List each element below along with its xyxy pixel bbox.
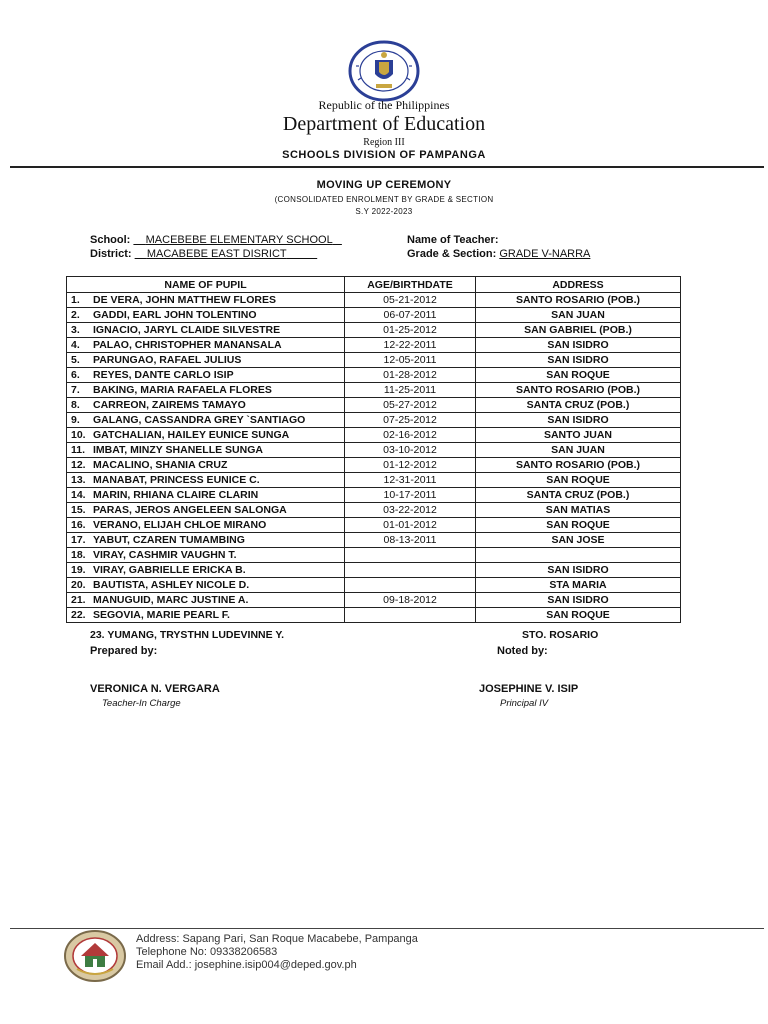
- table-row: [67, 563, 681, 578]
- address-cell: SAN ISIDRO: [476, 593, 681, 608]
- row-number: 14.: [71, 489, 86, 501]
- row-number: 22.: [71, 609, 86, 621]
- pupil-name: GADDI, EARL JOHN TOLENTINO: [93, 309, 257, 321]
- birthdate-cell: [345, 578, 476, 593]
- address-cell: SAN ISIDRO: [476, 563, 681, 578]
- birthdate-cell: [345, 608, 476, 623]
- address-cell: SANTO ROSARIO (POB.): [476, 458, 681, 473]
- row-number: 1.: [71, 294, 80, 306]
- address-cell: SAN GABRIEL (POB.): [476, 323, 681, 338]
- table-row: [67, 443, 681, 458]
- birthdate-cell: 07-25-2012: [345, 413, 476, 428]
- grade-value: GRADE V-NARRA: [499, 248, 591, 260]
- district-value: MACABEBE EAST DISRICT: [146, 248, 287, 260]
- school-label: School:: [90, 234, 131, 246]
- district-label: District:: [90, 248, 132, 260]
- pupil-name: MANABAT, PRINCESS EUNICE C.: [93, 474, 260, 486]
- address-cell: SAN JUAN: [476, 443, 681, 458]
- pupil-name: PARAS, JEROS ANGELEEN SALONGA: [93, 504, 287, 516]
- table-row: [67, 308, 681, 323]
- address-cell: SANTA CRUZ (POB.): [476, 488, 681, 503]
- birthdate-cell: [345, 563, 476, 578]
- address-cell: SAN ISIDRO: [476, 338, 681, 353]
- grade-info: [407, 248, 590, 260]
- address-cell: SAN MATIAS: [476, 503, 681, 518]
- column-header-birthdate: AGE/BIRTHDATE: [345, 277, 476, 293]
- pupil-name-cell: [67, 518, 345, 533]
- row-number: 17.: [71, 534, 86, 546]
- row-number: 8.: [71, 399, 80, 411]
- preparer-role: Teacher-In Charge: [102, 698, 181, 709]
- birthdate-cell: 08-13-2011: [345, 533, 476, 548]
- row-number: 19.: [71, 564, 86, 576]
- pupil-name: BAKING, MARIA RAFAELA FLORES: [93, 384, 272, 396]
- row-number: 21.: [71, 594, 86, 606]
- table-row: [67, 518, 681, 533]
- preparer-name: VERONICA N. VERGARA: [90, 683, 220, 695]
- pupil-name: VERANO, ELIJAH CHLOE MIRANO: [93, 519, 267, 531]
- pupil-name-cell: [67, 473, 345, 488]
- prepared-by-label: Prepared by:: [90, 645, 158, 657]
- pupil-name-cell: [67, 578, 345, 593]
- pupil-name-cell: [67, 488, 345, 503]
- district-info: [90, 248, 317, 260]
- pupil-name: REYES, DANTE CARLO ISIP: [93, 369, 234, 381]
- table-row: [67, 608, 681, 623]
- row-number: 18.: [71, 549, 86, 561]
- birthdate-cell: 12-22-2011: [345, 338, 476, 353]
- pupil-name-cell: [67, 428, 345, 443]
- pupil-name: VIRAY, GABRIELLE ERICKA B.: [93, 564, 246, 576]
- address-cell: SANTA CRUZ (POB.): [476, 398, 681, 413]
- birthdate-cell: 05-21-2012: [345, 293, 476, 308]
- pupil-name-cell: [67, 593, 345, 608]
- address-cell: SAN ROQUE: [476, 473, 681, 488]
- school-info: [90, 234, 342, 246]
- extra-pupil-address: STO. ROSARIO: [522, 629, 599, 641]
- row-number: 13.: [71, 474, 86, 486]
- pupil-name-cell: [67, 563, 345, 578]
- pupil-name-cell: [67, 353, 345, 368]
- address-cell: SAN ISIDRO: [476, 353, 681, 368]
- noter-role: Principal IV: [500, 698, 549, 709]
- birthdate-cell: 03-22-2012: [345, 503, 476, 518]
- table-row: [67, 578, 681, 593]
- document-title: MOVING UP CEREMONY: [316, 179, 452, 191]
- grade-label: Grade & Section:: [407, 248, 497, 260]
- table-row: [67, 353, 681, 368]
- noter-name: JOSEPHINE V. ISIP: [479, 683, 579, 695]
- pupil-name-cell: [67, 443, 345, 458]
- document-subtitle: (CONSOLIDATED ENROLMENT BY GRADE & SECTION: [274, 195, 494, 204]
- pupil-name-cell: [67, 608, 345, 623]
- address-cell: SAN ISIDRO: [476, 413, 681, 428]
- pupil-name-cell: [67, 368, 345, 383]
- teacher-label: Name of Teacher:: [407, 234, 499, 246]
- birthdate-cell: 12-05-2011: [345, 353, 476, 368]
- pupil-name: CARREON, ZAIREMS TAMAYO: [93, 399, 246, 411]
- column-header-address: ADDRESS: [476, 277, 681, 293]
- row-number: 20.: [71, 579, 86, 591]
- table-row: [67, 338, 681, 353]
- pupil-name: GATCHALIAN, HAILEY EUNICE SUNGA: [93, 429, 290, 441]
- table-row: [67, 503, 681, 518]
- table-row: [67, 383, 681, 398]
- pupil-name-cell: [67, 533, 345, 548]
- pupil-name: IGNACIO, JARYL CLAIDE SILVESTRE: [93, 324, 281, 336]
- row-number: 15.: [71, 504, 86, 516]
- pupil-name-cell: [67, 323, 345, 338]
- address-cell: SAN ROQUE: [476, 518, 681, 533]
- pupil-name-cell: [67, 293, 345, 308]
- address-cell: SAN JOSE: [476, 533, 681, 548]
- extra-pupil-entry: 23. YUMANG, TRYSTHN LUDEVINNE Y.: [90, 629, 285, 641]
- pupil-name-cell: [67, 338, 345, 353]
- table-header-row: [67, 277, 681, 293]
- birthdate-cell: 10-17-2011: [345, 488, 476, 503]
- pupil-name-cell: [67, 308, 345, 323]
- pupil-name: DE VERA, JOHN MATTHEW FLORES: [93, 294, 276, 306]
- noted-by-label: Noted by:: [497, 645, 548, 657]
- school-value: MACEBEBE ELEMENTARY SCHOOL: [145, 234, 333, 246]
- table-row: [67, 398, 681, 413]
- row-number: 2.: [71, 309, 80, 321]
- header-divider: [10, 166, 764, 168]
- birthdate-cell: 11-25-2011: [345, 383, 476, 398]
- pupil-name-cell: [67, 398, 345, 413]
- birthdate-cell: 01-28-2012: [345, 368, 476, 383]
- table-row: [67, 428, 681, 443]
- pupil-name: IMBAT, MINZY SHANELLE SUNGA: [93, 444, 263, 456]
- pupil-name-cell: [67, 413, 345, 428]
- footer-telephone: Telephone No: 09338206583: [136, 946, 278, 958]
- birthdate-cell: 06-07-2011: [345, 308, 476, 323]
- table-row: [67, 293, 681, 308]
- address-cell: SANTO JUAN: [476, 428, 681, 443]
- pupil-table: [66, 276, 681, 623]
- school-year: S.Y 2022-2023: [355, 207, 413, 216]
- birthdate-cell: 09-18-2012: [345, 593, 476, 608]
- row-number: 9.: [71, 414, 80, 426]
- pupil-name-cell: [67, 383, 345, 398]
- address-cell: SANTO ROSARIO (POB.): [476, 383, 681, 398]
- table-row: [67, 533, 681, 548]
- table-row: [67, 488, 681, 503]
- address-cell: SANTO ROSARIO (POB.): [476, 293, 681, 308]
- pupil-name: MACALINO, SHANIA CRUZ: [93, 459, 228, 471]
- address-cell: [476, 548, 681, 563]
- column-header-name: NAME OF PUPIL: [67, 277, 345, 293]
- birthdate-cell: 01-25-2012: [345, 323, 476, 338]
- birthdate-cell: 03-10-2012: [345, 443, 476, 458]
- address-cell: SAN ROQUE: [476, 368, 681, 383]
- republic-heading: Republic of the Philippines: [318, 98, 450, 112]
- department-title: Department of Education: [282, 113, 486, 135]
- footer-email[interactable]: Email Add.: josephine.isip004@deped.gov.ph: [136, 959, 357, 971]
- row-number: 6.: [71, 369, 80, 381]
- table-row: [67, 323, 681, 338]
- table-row: [67, 593, 681, 608]
- row-number: 5.: [71, 354, 80, 366]
- pupil-name: GALANG, CASSANDRA GREY `SANTIAGO: [93, 414, 306, 426]
- address-cell: SAN JUAN: [476, 308, 681, 323]
- birthdate-cell: 12-31-2011: [345, 473, 476, 488]
- table-row: [67, 413, 681, 428]
- pupil-name-cell: [67, 548, 345, 563]
- birthdate-cell: [345, 548, 476, 563]
- row-number: 10.: [71, 429, 86, 441]
- row-number: 3.: [71, 324, 80, 336]
- pupil-name-cell: [67, 503, 345, 518]
- row-number: 4.: [71, 339, 80, 351]
- birthdate-cell: 05-27-2012: [345, 398, 476, 413]
- division-label: SCHOOLS DIVISION OF PAMPANGA: [282, 149, 486, 161]
- birthdate-cell: 02-16-2012: [345, 428, 476, 443]
- table-row: [67, 458, 681, 473]
- birthdate-cell: 01-01-2012: [345, 518, 476, 533]
- pupil-name: SEGOVIA, MARIE PEARL F.: [93, 609, 230, 621]
- pupil-name-cell: [67, 458, 345, 473]
- table-row: [67, 548, 681, 563]
- pupil-name: MARIN, RHIANA CLAIRE CLARIN: [93, 489, 259, 501]
- pupil-name: YABUT, CZAREN TUMAMBING: [93, 534, 245, 546]
- address-cell: SAN ROQUE: [476, 608, 681, 623]
- table-row: [67, 473, 681, 488]
- teacher-info: [407, 234, 499, 246]
- address-cell: STA MARIA: [476, 578, 681, 593]
- row-number: 12.: [71, 459, 86, 471]
- row-number: 11.: [71, 444, 86, 456]
- row-number: 16.: [71, 519, 86, 531]
- pupil-name: BAUTISTA, ASHLEY NICOLE D.: [93, 579, 250, 591]
- pupil-name: PALAO, CHRISTOPHER MANANSALA: [93, 339, 282, 351]
- table-row: [67, 368, 681, 383]
- pupil-name: VIRAY, CASHMIR VAUGHN T.: [93, 549, 237, 561]
- school-seal-logo: [63, 929, 127, 983]
- pupil-name: MANUGUID, MARC JUSTINE A.: [93, 594, 249, 606]
- deped-seal-logo: [348, 40, 420, 102]
- region-label: Region III: [363, 137, 405, 148]
- row-number: 7.: [71, 384, 80, 396]
- birthdate-cell: 01-12-2012: [345, 458, 476, 473]
- footer-address: Address: Sapang Pari, San Roque Macabebe, Pampanga: [136, 933, 418, 945]
- pupil-name: PARUNGAO, RAFAEL JULIUS: [93, 354, 242, 366]
